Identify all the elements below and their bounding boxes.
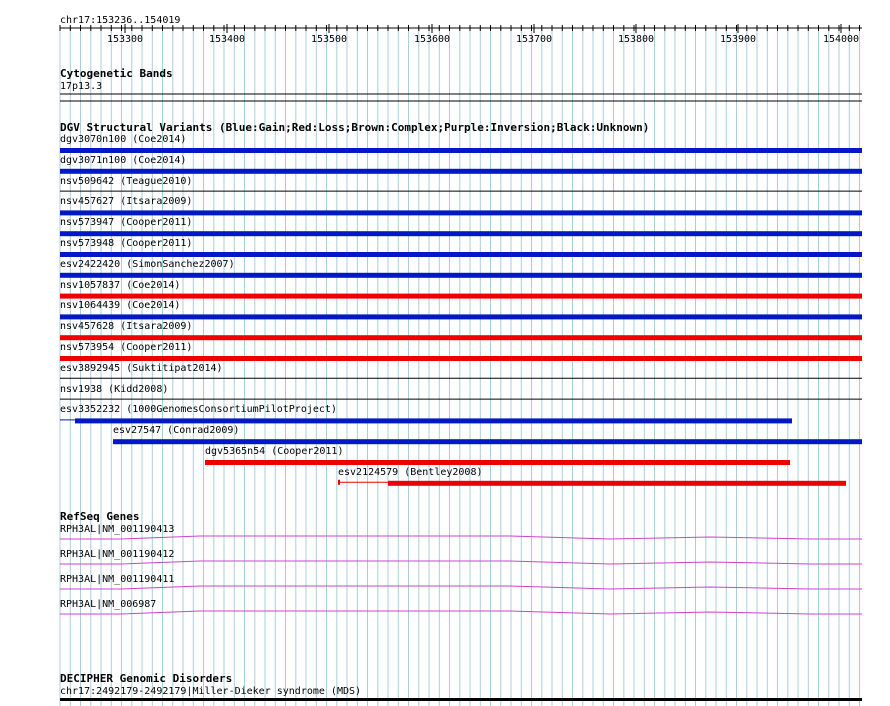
- refseq-gene-model[interactable]: [60, 611, 862, 614]
- dgv-variant-label[interactable]: nsv457628 (Itsara2009): [60, 321, 193, 332]
- dgv-variant-label[interactable]: nsv573954 (Cooper2011): [60, 342, 193, 353]
- dgv-variant-block[interactable]: [338, 480, 340, 485]
- ruler-tick-label: 153600: [413, 34, 451, 45]
- dgv-variant-label[interactable]: nsv457627 (Itsara2009): [60, 196, 193, 207]
- refseq-gene-label[interactable]: RPH3AL|NM_001190413: [60, 524, 175, 535]
- dgv-variant-bar[interactable]: [113, 439, 862, 444]
- dgv-variant-bar[interactable]: [60, 294, 862, 299]
- dgv-variant-bar[interactable]: [60, 210, 862, 215]
- dgv-variant-label[interactable]: esv2124579 (Bentley2008): [338, 467, 483, 478]
- refseq-gene-label[interactable]: RPH3AL|NM_001190411: [60, 574, 175, 585]
- dgv-variant-bar[interactable]: [60, 335, 862, 340]
- ruler-tick-label: 153500: [310, 34, 348, 45]
- dgv-variant-bar[interactable]: [75, 418, 792, 423]
- dgv-variant-label[interactable]: nsv1064439 (Coe2014): [60, 300, 181, 311]
- refseq-track-title[interactable]: RefSeq Genes: [60, 510, 140, 523]
- dgv-variant-bar[interactable]: [60, 356, 862, 361]
- dgv-variant-bar[interactable]: [60, 231, 862, 236]
- refseq-gene-model[interactable]: [60, 561, 862, 564]
- ruler-tick-label: 153800: [617, 34, 655, 45]
- decipher-track-title[interactable]: DECIPHER Genomic Disorders: [60, 672, 233, 685]
- dgv-variant-bar[interactable]: [205, 460, 790, 465]
- dgv-variant-bar[interactable]: [388, 481, 846, 486]
- refseq-gene-model[interactable]: [60, 536, 862, 539]
- cytogenetic-track-title[interactable]: Cytogenetic Bands: [60, 67, 173, 80]
- dgv-variant-label[interactable]: esv2422420 (SimonSanchez2007): [60, 259, 235, 270]
- dgv-variant-label[interactable]: dgv3071n100 (Coe2014): [60, 155, 187, 166]
- ruler-tick-label: 154000: [822, 34, 860, 45]
- region-label: chr17:153236..154019: [60, 15, 181, 26]
- dgv-variant-bar[interactable]: [60, 148, 862, 153]
- dgv-variant-label[interactable]: nsv1938 (Kidd2008): [60, 384, 169, 395]
- dgv-track-title[interactable]: DGV Structural Variants (Blue:Gain;Red:Loss;Brown:Complex;Purple:Inversion;Black:Unknown): [60, 121, 650, 134]
- dgv-variant-bar[interactable]: [60, 273, 862, 278]
- dgv-variant-label[interactable]: esv3892945 (Suktitipat2014): [60, 363, 223, 374]
- dgv-variant-label[interactable]: nsv573947 (Cooper2011): [60, 217, 193, 228]
- ruler-tick-label: 153300: [106, 34, 144, 45]
- dgv-variant-label[interactable]: dgv3070n100 (Coe2014): [60, 134, 187, 145]
- refseq-gene-label[interactable]: RPH3AL|NM_006987: [60, 599, 157, 610]
- dgv-variant-label[interactable]: nsv509642 (Teague2010): [60, 176, 193, 187]
- ruler-tick-label: 153900: [719, 34, 757, 45]
- dgv-variant-label[interactable]: nsv1057837 (Coe2014): [60, 280, 181, 291]
- refseq-gene-label[interactable]: RPH3AL|NM_001190412: [60, 549, 175, 560]
- dgv-variant-label[interactable]: esv3352232 (1000GenomesConsortiumPilotProject): [60, 404, 337, 415]
- dgv-variant-label[interactable]: dgv5365n54 (Cooper2011): [205, 446, 344, 457]
- ruler-tick-label: 153700: [515, 34, 553, 45]
- refseq-gene-model[interactable]: [60, 586, 862, 589]
- cytoband-label[interactable]: 17p13.3: [60, 81, 103, 92]
- ruler-tick-label: 153400: [208, 34, 246, 45]
- dgv-variant-label[interactable]: nsv573948 (Cooper2011): [60, 238, 193, 249]
- decipher-disorder-bar[interactable]: [60, 698, 862, 701]
- dgv-variant-bar[interactable]: [60, 314, 862, 319]
- dgv-variant-bar[interactable]: [60, 252, 862, 257]
- dgv-variant-bar[interactable]: [60, 169, 862, 174]
- dgv-variant-label[interactable]: esv27547 (Conrad2009): [113, 425, 240, 436]
- decipher-entry-label[interactable]: chr17:2492179-2492179|Miller-Dieker syndrome (MDS): [60, 686, 362, 697]
